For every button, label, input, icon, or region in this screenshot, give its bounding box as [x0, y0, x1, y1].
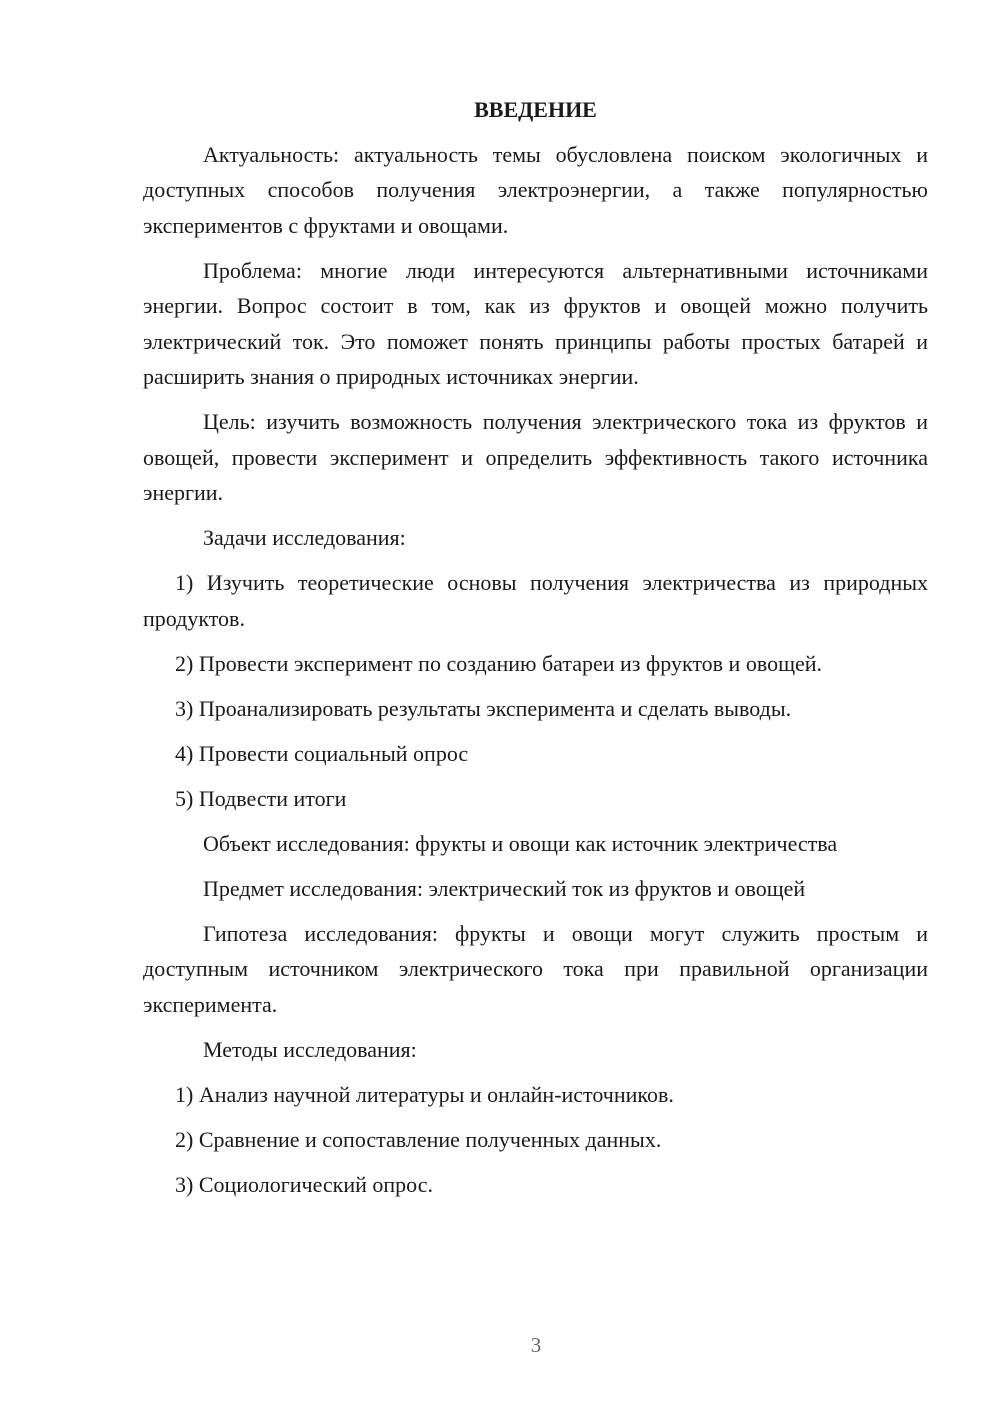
research-subject: Предмет исследования: электрический ток из фруктов и овощей — [203, 875, 806, 901]
tasks-heading: Задачи исследования: — [203, 525, 406, 550]
task-item-2: 2) Провести эксперимент по созданию батареи из фруктов и овощей. — [175, 650, 823, 676]
task-item-5: 5) Подвести итоги — [175, 785, 347, 811]
hypothesis-paragraph: Гипотеза исследования: фрукты и овощи могут служить простым и доступным источником электрического тока при правильной организации эксперимента. — [143, 920, 928, 1017]
section-title: ВВЕДЕНИЕ — [474, 97, 597, 122]
goal-paragraph: Цель: изучить возможность получения электрического тока из фруктов и овощей, провести эксперимент и определить эффективность такого источника энергии. — [143, 409, 928, 505]
document-page — [143, 92, 928, 1212]
task-item-3: 3) Проанализировать результаты эксперимента и сделать выводы. — [175, 695, 792, 721]
problem-paragraph: Проблема: многие люди интересуются альтернативными источниками энергии. Вопрос состоит в том, как из фруктов и овощей можно получить электрический ток. Это поможет понять принципы работы простых батарей и расширить знания о природных источниках энергии. — [143, 257, 928, 389]
task-item-4: 4) Провести социальный опрос — [175, 740, 469, 766]
method-item-1: 1) Анализ научной литературы и онлайн-источников. — [175, 1081, 674, 1107]
research-object: Объект исследования: фрукты и овощи как источник электричества — [203, 830, 838, 856]
methods-heading: Методы исследования: — [203, 1036, 417, 1062]
page-number: 3 — [530, 1333, 542, 1357]
method-item-2: 2) Сравнение и сопоставление полученных данных. — [175, 1126, 662, 1152]
task-item-1: 1) Изучить теоретические основы получения электричества из природных продуктов. — [143, 570, 928, 631]
relevance-paragraph: Актуальность: актуальность темы обусловлена поиском экологичных и доступных способов получения электроэнергии, а также популярностью экспериментов с фруктами и овощами. — [143, 141, 928, 238]
method-item-3: 3) Социологический опрос. — [175, 1171, 433, 1197]
